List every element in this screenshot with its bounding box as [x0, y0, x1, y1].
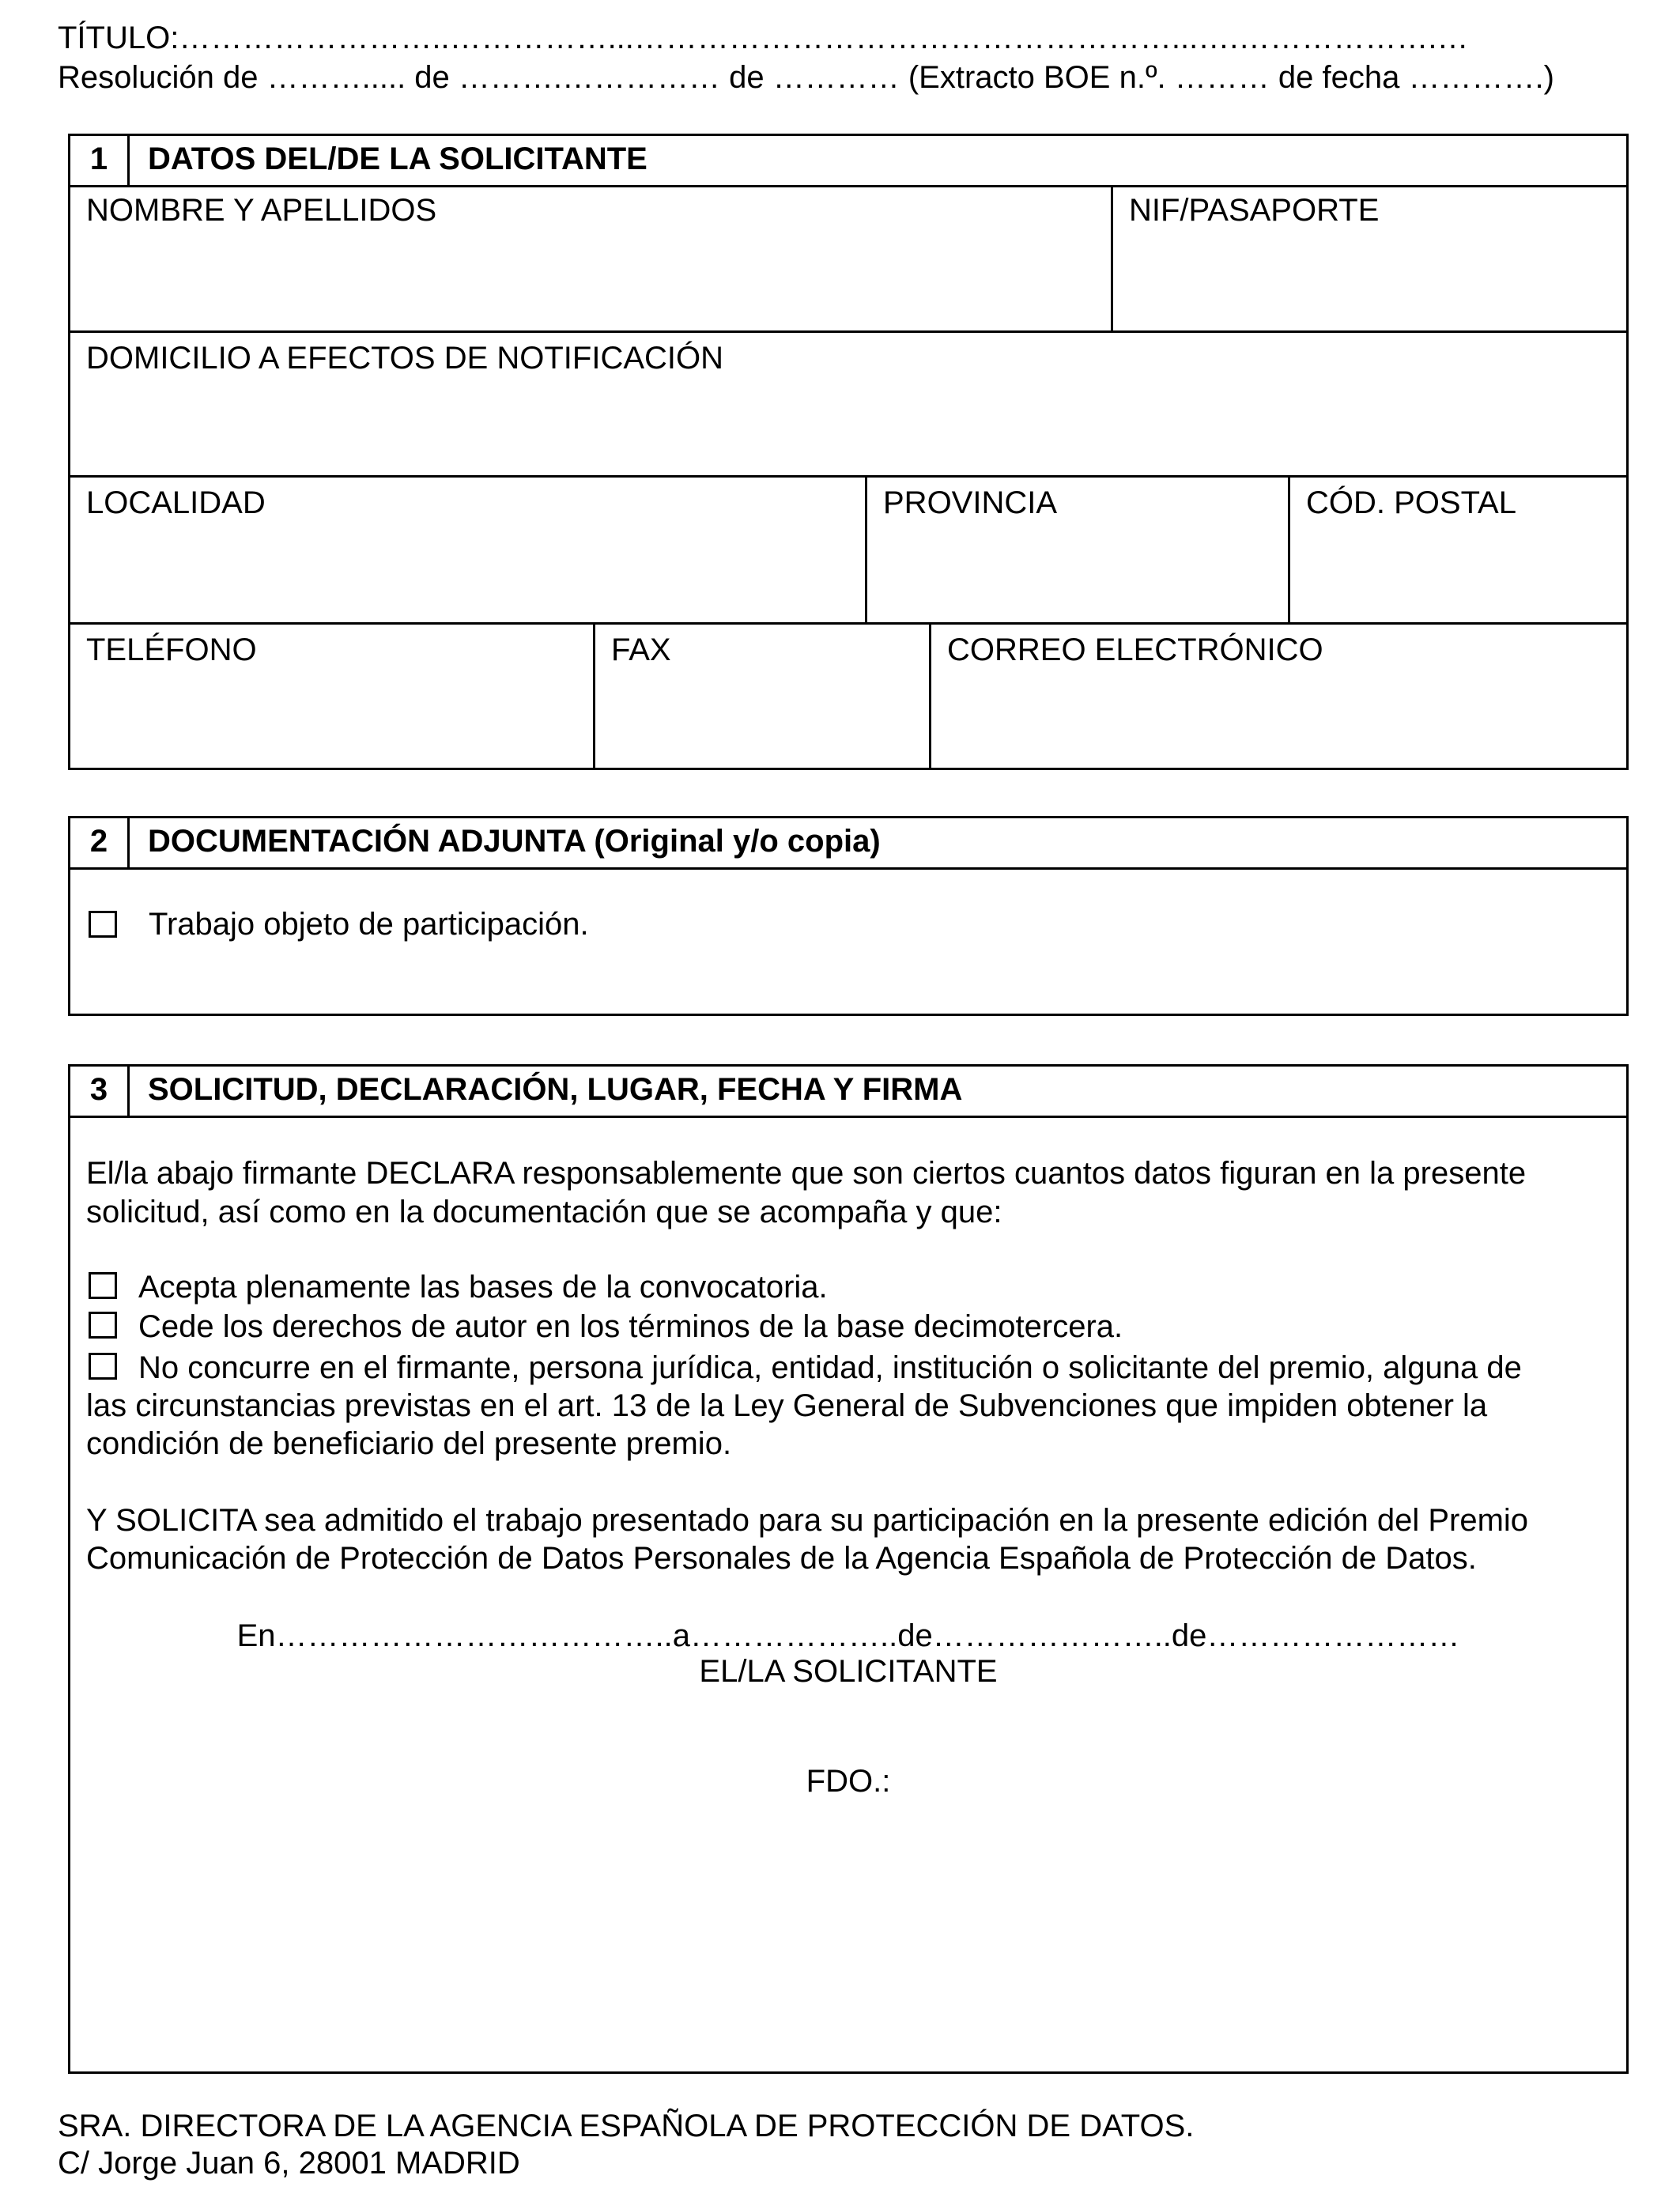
addressee-line: SRA. DIRECTORA DE LA AGENCIA ESPAÑOLA DE PROTECCIÓN DE DATOS.: [58, 2109, 1195, 2143]
checkbox-label: Trabajo objeto de participación.: [149, 907, 589, 942]
field-label: CORREO ELECTRÓNICO: [947, 633, 1323, 667]
field-label: DOMICILIO A EFECTOS DE NOTIFICACIÓN: [86, 341, 724, 376]
section-2-attached-docs: [68, 816, 1629, 1016]
field-telefono[interactable]: [70, 625, 593, 768]
field-label: LOCALIDAD: [86, 485, 266, 520]
checkbox-label-cont: las circunstancias previstas en el art. 13 de la Ley General de Subvenciones que impiden obtener la: [86, 1388, 1488, 1423]
field-fax[interactable]: [595, 625, 929, 768]
checkbox-label-cont: condición de beneficiario del presente premio.: [86, 1426, 732, 1461]
section-title: SOLICITUD, DECLARACIÓN, LUGAR, FECHA Y FIRMA: [148, 1072, 963, 1107]
checkbox-cede-derechos[interactable]: [89, 1312, 117, 1339]
checkbox-trabajo[interactable]: [89, 911, 117, 938]
field-label: NOMBRE Y APELLIDOS: [86, 193, 437, 228]
field-label: TELÉFONO: [86, 633, 257, 667]
request-text: Comunicación de Protección de Datos Personales de la Agencia Española de Protección de Datos.: [86, 1541, 1477, 1576]
resolution-line: Resolución de ………..... de ……….…………… de ………… (Extracto BOE n.º. ……… de fecha ………….): [58, 60, 1554, 95]
declaration-text: El/la abajo firmante DECLARA responsablemente que son ciertos cuantos datos figuran en la presente: [86, 1156, 1527, 1191]
checkbox-label: Cede los derechos de autor en los términos de la base decimotercera.: [138, 1309, 1123, 1344]
address-line: C/ Jorge Juan 6, 28001 MADRID: [58, 2146, 520, 2181]
signature-label: FDO.:: [806, 1764, 891, 1799]
field-correo-electronico[interactable]: [931, 625, 1626, 768]
title-line: TÍTULO:……………………..……………...……………………………………………...….……………….…: [58, 21, 1469, 55]
field-localidad[interactable]: [70, 478, 865, 622]
field-provincia[interactable]: [867, 478, 1288, 622]
declaration-text: solicitud, así como en la documentación que se acompaña y que:: [86, 1195, 1002, 1229]
field-label: NIF/PASAPORTE: [1129, 193, 1380, 228]
checkbox-no-concurre[interactable]: [89, 1353, 117, 1380]
field-label: CÓD. POSTAL: [1306, 485, 1516, 520]
section-number: 2: [70, 818, 130, 867]
field-nombre-apellidos[interactable]: [70, 185, 1111, 330]
checkbox-label: No concurre en el firmante, persona jurídica, entidad, institución o solicitante del premio, alguna de: [138, 1350, 1522, 1385]
section-number: 3: [70, 1067, 130, 1116]
section-3-request-signature: [68, 1064, 1629, 2074]
field-cod-postal[interactable]: [1290, 478, 1626, 622]
place-date-line[interactable]: En………………………………..a………………..de…………………..de……………………: [236, 1618, 1460, 1653]
section-title: DOCUMENTACIÓN ADJUNTA (Original y/o copia): [148, 824, 881, 859]
section-1-header: [70, 136, 1626, 187]
section-title: DATOS DEL/DE LA SOLICITANTE: [148, 142, 647, 176]
field-label: PROVINCIA: [883, 485, 1058, 520]
section-2-header: [70, 818, 1626, 870]
request-text: Y SOLICITA sea admitido el trabajo presentado para su participación en la presente edición del Premio: [86, 1503, 1529, 1538]
checkbox-label: Acepta plenamente las bases de la convocatoria.: [138, 1270, 828, 1305]
field-domicilio[interactable]: [70, 333, 1626, 475]
section-number: 1: [70, 136, 130, 185]
checkbox-acepta-bases[interactable]: [89, 1272, 117, 1299]
signer-label: EL/LA SOLICITANTE: [699, 1654, 998, 1689]
field-label: FAX: [611, 633, 671, 667]
section-3-header: [70, 1067, 1626, 1118]
field-nif-pasaporte[interactable]: [1113, 185, 1627, 330]
section-1-applicant-data: [68, 134, 1629, 770]
